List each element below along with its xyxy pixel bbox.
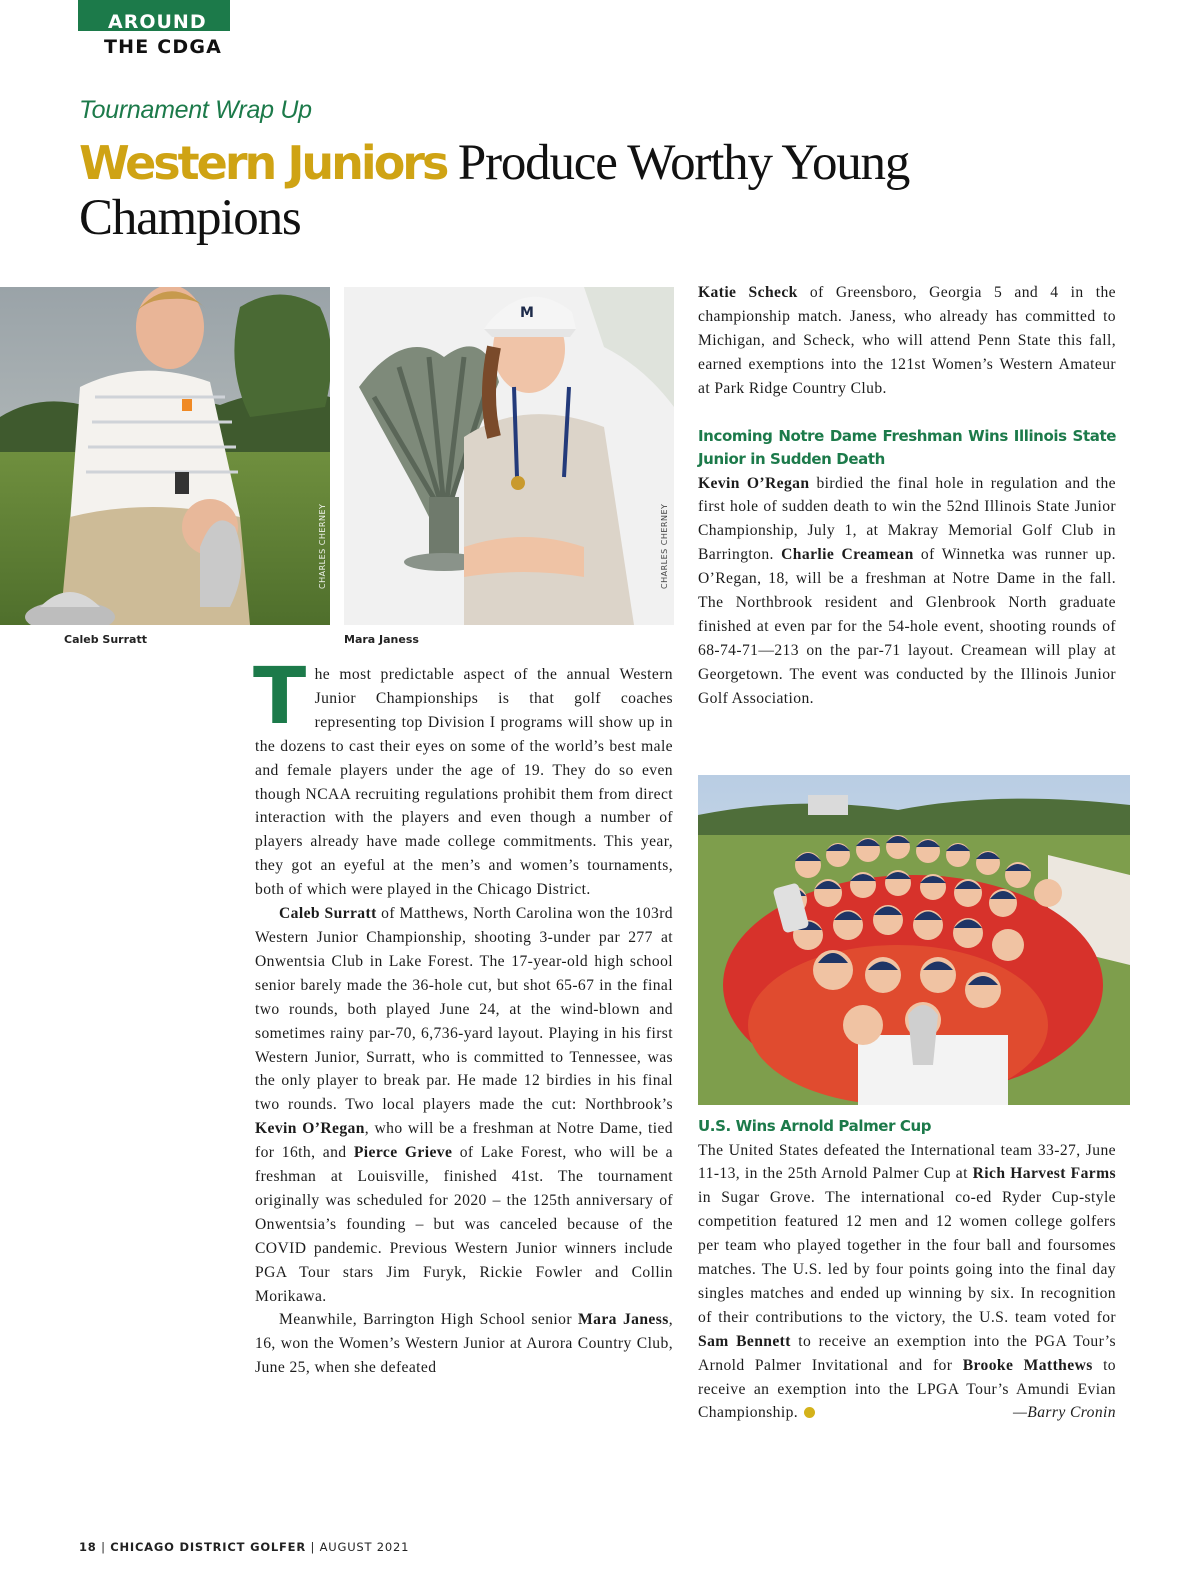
bold-name: Rich Harvest Farms xyxy=(972,1165,1116,1183)
text-run: in Sugar Grove. The international co-ed Ryder Cup-style competition featured 12 men and 12 women college golfers per team who played together in the four ball and foursomes matches. The U.S. led by four points going into the final day singles matches and ended up winning by six. In recognition of their contributions to the victory, the U.S. team voted for xyxy=(698,1189,1116,1326)
text-run: birdied the final hole in regulation and the first hole of sudden death to win the 52nd Illinois State Junior Championship, July 1, at Makray Memorial Golf Club in Barrington. xyxy=(698,474,1116,564)
photo-caleb-surratt xyxy=(0,287,330,625)
paragraph-scheck xyxy=(698,281,1116,401)
bold-name: Kevin O’Regan xyxy=(698,474,810,492)
footer-separator: | xyxy=(96,1540,111,1554)
page-number: 18 xyxy=(79,1540,97,1554)
text-run: of Lake Forest, who will be a freshman at Louisville, finished 41st. The tournament originally was scheduled for 2020 – the 125th anniversary of Onwentsia’s founding – but was canceled because of the COVID pandemic. Previous Western Junior winners include PGA Tour stars Jim Furyk, Rickie Fowler and Collin Morikawa. xyxy=(255,1144,673,1305)
photo-credit: CHARLES CHERNEY xyxy=(660,503,669,589)
page-footer xyxy=(79,1540,409,1554)
bold-name: Kevin O’Regan xyxy=(255,1120,365,1138)
text-run: of Winnetka was runner up. O’Regan, 18, will be a freshman at Notre Dame in the fall. The Northbrook resident and Glenbrook North graduate finished at even par for the 54-hole event, shooting rounds of 68-74-71—213 on the par-71 layout. Creamean will play at Georgetown. The event was conducted by the Illinois Junior Golf Association. xyxy=(698,546,1116,707)
paragraph-surratt xyxy=(255,902,673,1308)
section-label-bottom: THE CDGA xyxy=(104,36,223,58)
headline xyxy=(79,136,1119,246)
text-run: The United States defeated the International team 33-27, June 11-13, in the 25th Arnold Palmer Cup at xyxy=(698,1141,1116,1183)
caleb-photo-illustration xyxy=(0,287,330,625)
text-run: , 16, won the Women’s Western Junior at Aurora Country Club, June 25, when she defeated xyxy=(255,1311,673,1377)
svg-text:M: M xyxy=(520,305,534,321)
byline: —Barry Cronin xyxy=(1013,1404,1116,1422)
publication-name: CHICAGO DISTRICT GOLFER xyxy=(110,1540,306,1554)
photo-caption-mara: Mara Janess xyxy=(344,633,419,646)
article-column-2-bottom xyxy=(698,1115,1116,1425)
photo-palmer-cup-team xyxy=(698,775,1130,1105)
bold-name: Brooke Matthews xyxy=(962,1356,1093,1374)
paragraph-palmer-cup xyxy=(698,1139,1116,1426)
text-run: Meanwhile, Barrington High School senior xyxy=(279,1311,579,1329)
subhead-illinois-junior: Incoming Notre Dame Freshman Wins Illinois State Junior in Sudden Death xyxy=(698,426,1116,469)
end-mark-dot xyxy=(804,1407,815,1418)
article-column-2-top xyxy=(698,281,1116,711)
bold-name: Mara Janess xyxy=(578,1311,669,1329)
paragraph-janess xyxy=(255,1308,673,1380)
headline-rest: Produce Worthy Young Champions xyxy=(79,135,910,246)
paragraph-intro: he most predictable aspect of the annual Western Junior Championships is that golf coaches representing top Division I programs will show up in the dozens to cast their eyes on some of the world’s best male and female players under the age of 19. They do so even though NCAA recruiting regulations prohibit them from direct interaction with the players and even though a number of players already have made college commitments. This year, they got an eyeful at the men’s and women’s tournaments, both of which were played in the Chicago District. xyxy=(255,666,673,899)
photo-caption-caleb: Caleb Surratt xyxy=(64,633,147,646)
bold-name: Caleb Surratt xyxy=(279,905,377,923)
subhead-palmer-cup: U.S. Wins Arnold Palmer Cup xyxy=(698,1117,932,1135)
mara-photo-illustration xyxy=(344,287,674,625)
paragraph-oregan xyxy=(698,472,1116,711)
team-photo-illustration xyxy=(698,775,1130,1105)
bold-name: Charlie Creamean xyxy=(781,546,914,564)
issue-date: AUGUST 2021 xyxy=(319,1540,410,1554)
bold-name: Pierce Grieve xyxy=(353,1144,453,1162)
text-run: to receive an exemption into the PGA Tour’s Arnold Palmer Invitational and for xyxy=(698,1332,1117,1374)
text-run: , who will be a freshman at Notre Dame, tied for 16th, and xyxy=(255,1120,673,1162)
photo-mara-janess xyxy=(344,287,674,625)
photo-credit: CHARLES CHERNEY xyxy=(318,503,327,589)
drop-cap: T xyxy=(253,652,307,742)
text-run: of Matthews, North Carolina won the 103rd Western Junior Championship, shooting 3-under par 277 at Onwentsia Club in Lake Forest. The 17-year-old high school senior barely made the 36-hole cut, but shot 65-67 in the final two rounds, both played June 24, at the wind-blown and sometimes rainy par-70, 6,736-yard layout. Playing in his first Western Junior, Surratt, who is committed to Tennessee, was the only player to break par. He made 12 birdies in his final two rounds. Two local players made the cut: Northbrook’s xyxy=(255,905,673,1114)
bold-name: Katie Scheck xyxy=(698,284,798,301)
article-column-1 xyxy=(253,652,673,1380)
text-run: to receive an exemption into the LPGA Tour’s Amundi Evian Championship. xyxy=(698,1356,1117,1422)
section-label-top: AROUND xyxy=(108,11,207,33)
headline-highlight: Western Juniors xyxy=(79,136,447,190)
kicker: Tournament Wrap Up xyxy=(79,96,312,124)
footer-separator: | xyxy=(306,1540,320,1554)
text-run: of Greensboro, Georgia 5 and 4 in the championship match. Janess, who already has committed to Michigan, and Scheck, who will attend Penn State this fall, earned exemptions into the 121st Women’s Western Amateur at Park Ridge Country Club. xyxy=(698,284,1116,397)
bold-name: Sam Bennett xyxy=(698,1332,791,1350)
